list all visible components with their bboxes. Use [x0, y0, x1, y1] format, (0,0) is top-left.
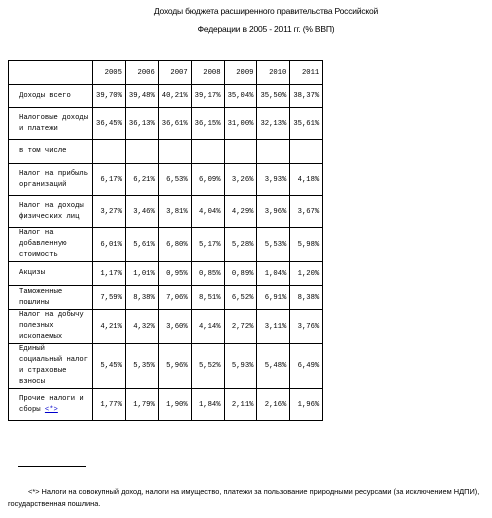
row-label [9, 228, 93, 262]
value-cell: 5,93% [224, 344, 257, 389]
table-row [9, 85, 323, 108]
row-label-text: Налоговые доходы и платежи [19, 113, 89, 133]
value-cell: 2,72% [224, 310, 257, 344]
value-cell [257, 140, 290, 164]
row-label [9, 310, 93, 344]
row-label-text: Доходы всего [19, 91, 71, 100]
value-cell [290, 140, 323, 164]
table-row [9, 228, 323, 262]
table-row [9, 196, 323, 228]
value-cell: 6,52% [224, 286, 257, 310]
value-cell: 36,61% [158, 108, 191, 140]
value-cell: 3,76% [290, 310, 323, 344]
value-cell: 1,84% [191, 389, 224, 421]
value-cell: 0,89% [224, 262, 257, 286]
value-cell: 5,98% [290, 228, 323, 262]
value-cell: 6,53% [158, 164, 191, 196]
value-cell [93, 140, 126, 164]
document-title-line2: Федерации в 2005 - 2011 гг. (% ВВП) [197, 24, 335, 34]
year-header: 2011 [290, 61, 323, 85]
value-cell [125, 140, 158, 164]
value-cell: 1,90% [158, 389, 191, 421]
value-cell: 5,53% [257, 228, 290, 262]
value-cell: 39,70% [93, 85, 126, 108]
value-cell: 6,17% [93, 164, 126, 196]
row-label [9, 262, 93, 286]
value-cell: 35,04% [224, 85, 257, 108]
value-cell: 6,21% [125, 164, 158, 196]
value-cell: 8,38% [290, 286, 323, 310]
value-cell: 1,01% [125, 262, 158, 286]
value-cell: 5,96% [158, 344, 191, 389]
value-cell: 4,29% [224, 196, 257, 228]
year-header: 2010 [257, 61, 290, 85]
table-row [9, 286, 323, 310]
value-cell: 3,81% [158, 196, 191, 228]
row-label [9, 286, 93, 310]
row-label-text: Налог на прибыль организаций [19, 169, 89, 189]
value-cell: 1,77% [93, 389, 126, 421]
row-label-text: Акцизы [19, 269, 45, 277]
value-cell: 4,18% [290, 164, 323, 196]
value-cell: 5,17% [191, 228, 224, 262]
value-cell: 2,11% [224, 389, 257, 421]
table-header-row [9, 61, 323, 85]
value-cell: 6,01% [93, 228, 126, 262]
budget-revenue-table [8, 60, 323, 421]
row-label [9, 344, 93, 389]
value-cell: 3,93% [257, 164, 290, 196]
value-cell: 5,35% [125, 344, 158, 389]
value-cell: 0,85% [191, 262, 224, 286]
value-cell: 5,28% [224, 228, 257, 262]
table-row [9, 140, 323, 164]
footnote-text: <*> Налоги на совокупный доход, налоги на имущество, платежи за пользование природными ресурсами (за исключением НДПИ), государственная пошлина. [8, 487, 480, 508]
value-cell: 4,21% [93, 310, 126, 344]
value-cell [191, 140, 224, 164]
table-body [9, 85, 323, 421]
value-cell [158, 140, 191, 164]
row-label [9, 196, 93, 228]
year-header: 2005 [93, 61, 126, 85]
value-cell: 6,91% [257, 286, 290, 310]
value-cell: 5,61% [125, 228, 158, 262]
value-cell: 5,52% [191, 344, 224, 389]
value-cell: 4,32% [125, 310, 158, 344]
table-row [9, 389, 323, 421]
value-cell: 5,45% [93, 344, 126, 389]
value-cell: 3,46% [125, 196, 158, 228]
row-label-text: в том числе [19, 147, 67, 155]
row-label [9, 85, 93, 108]
table-row [9, 262, 323, 286]
row-label [9, 140, 93, 164]
year-header: 2006 [125, 61, 158, 85]
row-label-text: Единый социальный налог и страховые взносы [19, 345, 89, 386]
row-label-text: Прочие налоги и сборы [19, 394, 84, 414]
year-header: 2009 [224, 61, 257, 85]
row-label [9, 108, 93, 140]
value-cell: 3,26% [224, 164, 257, 196]
table-row [9, 344, 323, 389]
value-cell: 6,80% [158, 228, 191, 262]
row-label-text: Налог на доходы физических лиц [19, 201, 84, 221]
value-cell: 4,04% [191, 196, 224, 228]
value-cell: 3,11% [257, 310, 290, 344]
row-label-text: Таможенные пошлины [19, 287, 63, 307]
header-empty-cell [9, 61, 93, 85]
value-cell: 32,13% [257, 108, 290, 140]
value-cell: 38,37% [290, 85, 323, 108]
value-cell: 1,96% [290, 389, 323, 421]
table-row [9, 108, 323, 140]
footnote-link[interactable]: <*> [44, 405, 58, 414]
value-cell: 36,15% [191, 108, 224, 140]
table-row [9, 310, 323, 344]
document-title-line1: Доходы бюджета расширенного правительства Российской [153, 6, 379, 16]
value-cell: 0,95% [158, 262, 191, 286]
value-cell: 2,16% [257, 389, 290, 421]
value-cell: 40,21% [158, 85, 191, 108]
value-cell: 7,59% [93, 286, 126, 310]
value-cell: 39,17% [191, 85, 224, 108]
value-cell: 3,60% [158, 310, 191, 344]
year-header: 2007 [158, 61, 191, 85]
value-cell: 1,17% [93, 262, 126, 286]
value-cell: 31,00% [224, 108, 257, 140]
value-cell: 5,48% [257, 344, 290, 389]
value-cell [224, 140, 257, 164]
value-cell: 39,48% [125, 85, 158, 108]
value-cell: 35,50% [257, 85, 290, 108]
value-cell: 3,27% [93, 196, 126, 228]
value-cell: 35,61% [290, 108, 323, 140]
value-cell: 7,06% [158, 286, 191, 310]
value-cell: 36,13% [125, 108, 158, 140]
value-cell: 6,49% [290, 344, 323, 389]
value-cell: 4,14% [191, 310, 224, 344]
row-label-text: Налог на добычу полезных ископаемых [19, 311, 84, 341]
value-cell: 8,38% [125, 286, 158, 310]
value-cell: 6,09% [191, 164, 224, 196]
row-label [9, 164, 93, 196]
footnote-divider [18, 466, 86, 467]
value-cell: 1,79% [125, 389, 158, 421]
value-cell: 1,20% [290, 262, 323, 286]
row-label [9, 389, 93, 421]
table-row [9, 164, 323, 196]
row-label-text: Налог на добавленную стоимость [19, 229, 67, 259]
value-cell: 1,04% [257, 262, 290, 286]
value-cell: 36,45% [93, 108, 126, 140]
year-header: 2008 [191, 61, 224, 85]
value-cell: 3,96% [257, 196, 290, 228]
value-cell: 8,51% [191, 286, 224, 310]
value-cell: 3,67% [290, 196, 323, 228]
